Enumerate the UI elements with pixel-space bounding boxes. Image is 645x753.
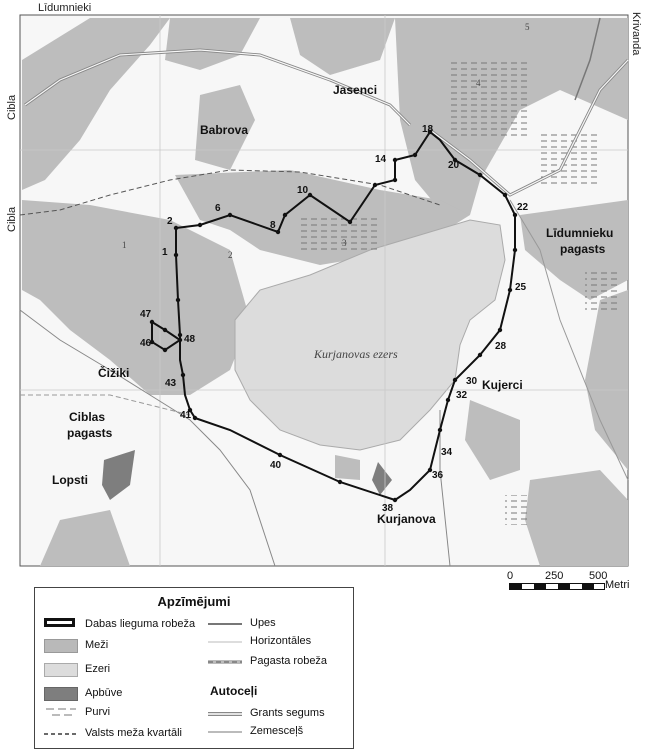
point-label: 36 [432, 470, 444, 481]
place-ciblas-1: Ciblas [69, 410, 106, 424]
legend-swatch-forest [44, 639, 78, 653]
legend-swatch-contours [208, 637, 242, 647]
boundary-vertex [513, 248, 517, 252]
boundary-vertex [276, 230, 280, 234]
point-label: 43 [165, 378, 177, 389]
boundary-vertex [178, 333, 182, 337]
point-label: 2 [167, 216, 173, 227]
corner-label-krivanda: Krivanda [630, 12, 642, 56]
boundary-vertex [174, 253, 178, 257]
boundary-vertex [508, 288, 512, 292]
point-label: 47 [140, 309, 152, 320]
legend-swatch-lake [44, 663, 78, 677]
boundary-vertex [150, 320, 154, 324]
legend-label-lake: Ezeri [85, 663, 111, 675]
boundary-vertex [181, 373, 185, 377]
point-label: 8 [270, 220, 276, 231]
boundary-vertex [193, 416, 197, 420]
legend-roads-title: Autoceļi [210, 684, 258, 698]
legend-label-boundary: Dabas lieguma robeža [85, 618, 196, 630]
boundary-vertex [308, 193, 312, 197]
legend-label-contours: Horizontāles [250, 635, 312, 647]
scale-graphic [509, 583, 605, 590]
point-label: 32 [456, 390, 468, 401]
point-label: 10 [297, 185, 309, 196]
corner-label-cibla-upper: Cibla [6, 94, 18, 120]
legend-swatch-parish [208, 657, 242, 667]
legend-label-gravel: Grants segums [250, 707, 325, 719]
place-babrova: Babrova [200, 123, 249, 137]
point-label: 25 [515, 282, 527, 293]
legend-swatch-rivers [208, 619, 242, 629]
boundary-vertex [413, 153, 417, 157]
point-label: 6 [215, 203, 221, 214]
legend-swatch-gravel [208, 709, 242, 719]
scale-unit: Metri [605, 579, 630, 591]
boundary-vertex [278, 453, 282, 457]
legend-swatch-built [44, 687, 78, 701]
point-label: 48 [184, 334, 196, 345]
place-cizki: Čižiki [98, 366, 130, 380]
boundary-vertex [373, 183, 377, 187]
scale-tick-250: 250 [545, 570, 564, 582]
boundary-vertex [478, 173, 482, 177]
corner-label-lidumnieki: Līdumnieki [38, 2, 92, 14]
point-label: 28 [495, 341, 507, 352]
svg-text:4: 4 [476, 78, 481, 88]
point-label: 20 [448, 160, 460, 171]
legend-swatch-quarters [44, 728, 78, 740]
place-lopsti: Lopsti [52, 473, 88, 487]
boundary-vertex [174, 226, 178, 230]
lake-name: Kurjanovas ezers [314, 347, 398, 361]
legend-label-built: Apbūve [85, 687, 123, 699]
legend-label-forest: Meži [85, 639, 109, 651]
svg-text:5: 5 [525, 22, 530, 32]
boundary-vertex [503, 193, 507, 197]
boundary-vertex [348, 220, 352, 224]
boundary-vertex [393, 498, 397, 502]
svg-text:1: 1 [122, 240, 127, 250]
legend-label-dirt: Zemesceļš [250, 725, 304, 737]
boundary-vertex [393, 178, 397, 182]
svg-text:3: 3 [342, 238, 347, 248]
legend-swatch-dirt [208, 727, 242, 737]
point-label: 41 [180, 410, 192, 421]
scale-tick-500: 500 [589, 570, 608, 582]
legend-swatch-boundary [44, 618, 75, 627]
place-ciblas-2: pagasts [67, 426, 113, 440]
boundary-vertex [176, 298, 180, 302]
boundary-vertex [283, 213, 287, 217]
svg-text:2: 2 [228, 250, 233, 260]
point-label: 18 [422, 124, 434, 135]
scale-tick-0: 0 [507, 570, 514, 582]
place-lidumnieku-2: pagasts [560, 242, 606, 256]
boundary-vertex [178, 338, 182, 342]
legend-label-marsh: Purvi [85, 706, 111, 718]
boundary-vertex [393, 158, 397, 162]
legend-label-parish: Pagasta robeža [250, 655, 328, 667]
place-kujerci: Kujerci [482, 378, 523, 392]
point-label: 22 [517, 202, 529, 213]
boundary-vertex [163, 328, 167, 332]
boundary-vertex [478, 353, 482, 357]
boundary-vertex [453, 378, 457, 382]
boundary-vertex [513, 213, 517, 217]
boundary-vertex [228, 213, 232, 217]
point-label: 1 [162, 247, 168, 258]
place-jasenci: Jasenci [333, 83, 378, 97]
legend-swatch-marsh [44, 706, 78, 718]
place-kurjanova: Kurjanova [377, 512, 436, 526]
legend-box [34, 587, 354, 749]
boundary-vertex [338, 480, 342, 484]
place-lidumnieku-1: Līdumnieku [546, 226, 614, 240]
boundary-vertex [438, 428, 442, 432]
boundary-vertex [446, 398, 450, 402]
boundary-vertex [198, 223, 202, 227]
legend-label-quarters: Valsts meža kvartāli [85, 727, 182, 739]
legend-label-rivers: Upes [250, 617, 276, 629]
boundary-vertex [498, 328, 502, 332]
point-label: 14 [375, 154, 387, 165]
point-label: 34 [441, 447, 453, 458]
boundary-vertex [163, 348, 167, 352]
corner-label-cibla-lower: Cibla [6, 206, 18, 232]
scale-bar [505, 570, 635, 592]
point-label: 40 [270, 460, 282, 471]
point-label: 46 [140, 338, 152, 349]
point-label: 38 [382, 503, 394, 514]
point-label: 30 [466, 376, 478, 387]
legend-title: Apzīmējumi [157, 594, 231, 609]
